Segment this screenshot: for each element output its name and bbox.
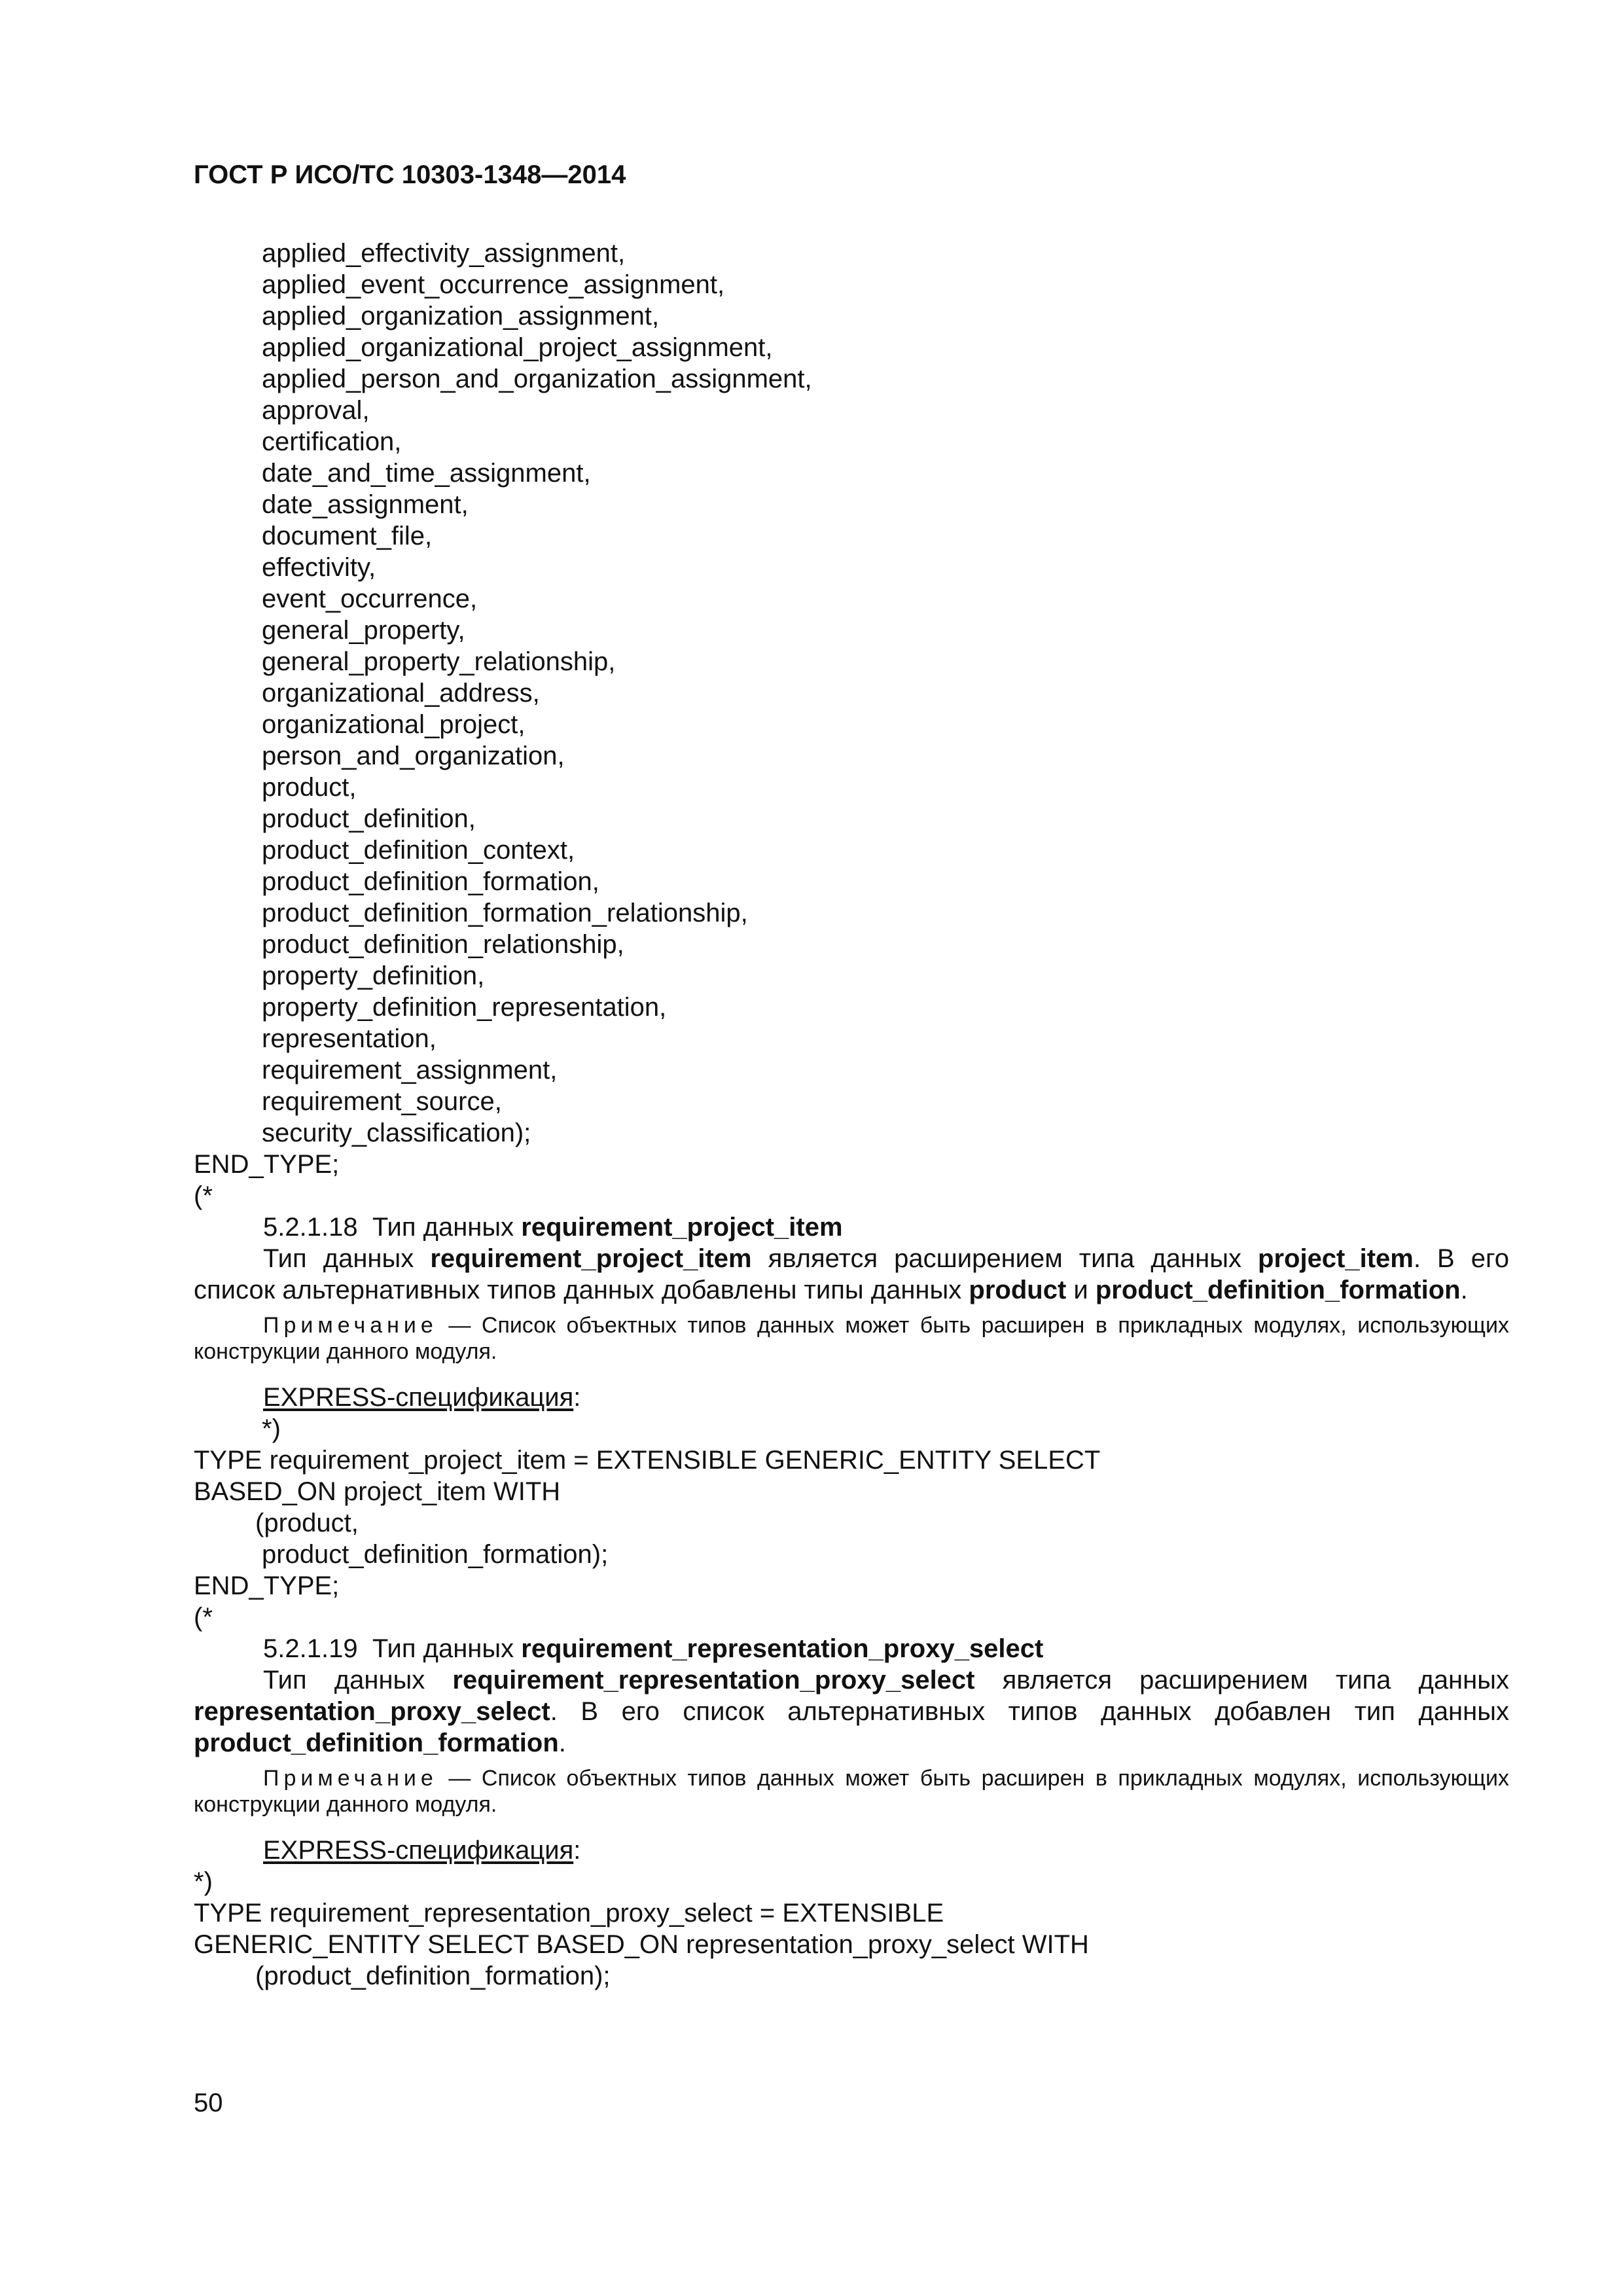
note-text: — Список объектных типов данных может быть расширен в прикладных модулях, использующих конструкции данного модуля. [194,1766,1509,1817]
list-item: product_definition_context, [262,836,575,865]
list-item: approval, [262,396,370,425]
term: representation_proxy_select [194,1697,550,1726]
list-item: organizational_address, [262,679,540,708]
code-line: product_definition_formation); [262,1540,609,1569]
paragraph-text: . [558,1729,566,1757]
note [194,1312,1509,1365]
express-spec-label [194,1382,1509,1413]
code-line: GENERIC_ENTITY SELECT BASED_ON representation_proxy_select WITH [194,1930,1089,1959]
code-line: BASED_ON project_item WITH [194,1477,561,1506]
term: product [969,1276,1067,1304]
spec-colon: : [573,1836,581,1865]
note-label: Примечание [263,1766,438,1791]
list-item: product_definition_formation_relationship, [262,899,748,927]
section-title-prefix: Тип данных [372,1213,514,1242]
section-heading-5-2-1-19 [194,1633,1509,1664]
section-title-term: requirement_project_item [521,1213,843,1242]
list-item: applied_organizational_project_assignment, [262,333,773,362]
end-type: END_TYPE; [194,1150,340,1179]
paragraph-text: Тип данных [263,1244,414,1273]
list-item: representation, [262,1024,437,1053]
section-title-prefix: Тип данных [372,1634,514,1663]
section-number: 5.2.1.18 [263,1213,358,1242]
section-paragraph [194,1243,1509,1306]
list-item: event_occurrence, [262,584,478,613]
comment-open: (* [194,1181,213,1210]
term: requirement_representation_proxy_select [452,1666,975,1695]
section-paragraph [194,1664,1509,1759]
term: project_item [1258,1244,1414,1273]
select-list [194,238,1509,1149]
list-item: date_and_time_assignment, [262,459,591,488]
code-line: (* [194,1603,213,1632]
paragraph-text: . [1460,1276,1468,1304]
list-item: property_definition_representation, [262,993,667,1022]
document-header: ГОСТ Р ИСО/ТС 10303-1348—2014 [194,160,626,189]
paragraph-text: является расширением типа данных [1002,1666,1509,1695]
paragraph-text: Тип данных [263,1666,425,1695]
list-item: certification, [262,427,402,456]
list-item: product_definition, [262,804,476,833]
list-item: property_definition, [262,961,485,990]
list-item: effectivity, [262,553,376,582]
page-content [194,238,1509,1992]
list-item: product_definition_relationship, [262,930,624,959]
note-text: — Список объектных типов данных может быть расширен в прикладных модулях, использующих конструкции данного модуля. [194,1313,1509,1364]
list-item: security_classification); [262,1119,531,1147]
list-item: date_assignment, [262,490,469,519]
list-item: product, [262,773,357,802]
code-line: (product, [255,1509,359,1537]
list-item: organizational_project, [262,710,526,739]
paragraph-text: является расширением типа данных [768,1244,1241,1273]
term: product_definition_formation [194,1729,559,1757]
list-item: requirement_assignment, [262,1056,558,1085]
section-title-term: requirement_representation_proxy_select [521,1634,1044,1663]
code-block [194,1866,1509,1992]
code-line: (product_definition_formation); [255,1962,611,1990]
code-line: *) [194,1867,213,1896]
page-number: 50 [194,2089,223,2117]
spec-colon: : [573,1383,581,1412]
code-line: *) [262,1414,281,1443]
term: product_definition_formation [1095,1276,1461,1304]
list-item: document_file, [262,522,433,550]
list-item: general_property, [262,616,465,645]
code-line: END_TYPE; [194,1571,340,1600]
express-spec-link: EXPRESS-спецификация [263,1836,574,1865]
paragraph-text: и [1073,1276,1088,1304]
list-item: applied_organization_assignment, [262,302,660,331]
paragraph-text: . В его список альтернативных типов данных добавлены типы данных [194,1244,1509,1304]
code-line: TYPE requirement_representation_proxy_select = EXTENSIBLE [194,1899,944,1928]
list-item: product_definition_formation, [262,867,599,896]
note [194,1765,1509,1818]
code-line: TYPE requirement_project_item = EXTENSIBLE GENERIC_ENTITY SELECT [194,1446,1101,1475]
paragraph-text: . В его список альтернативных типов данных добавлен тип данных [550,1697,1509,1726]
express-spec-label [194,1835,1509,1866]
express-spec-link: EXPRESS-спецификация [263,1383,574,1412]
list-item: applied_effectivity_assignment, [262,239,626,268]
list-item: applied_person_and_organization_assignment, [262,365,812,393]
list-item: requirement_source, [262,1087,502,1116]
list-item: general_property_relationship, [262,647,616,676]
code-block [194,1413,1509,1633]
list-item: person_and_organization, [262,742,565,770]
term: requirement_project_item [430,1244,752,1273]
note-label: Примечание [263,1313,438,1338]
section-number: 5.2.1.19 [263,1634,358,1663]
section-heading-5-2-1-18 [194,1211,1509,1243]
list-item: applied_event_occurrence_assignment, [262,270,725,299]
